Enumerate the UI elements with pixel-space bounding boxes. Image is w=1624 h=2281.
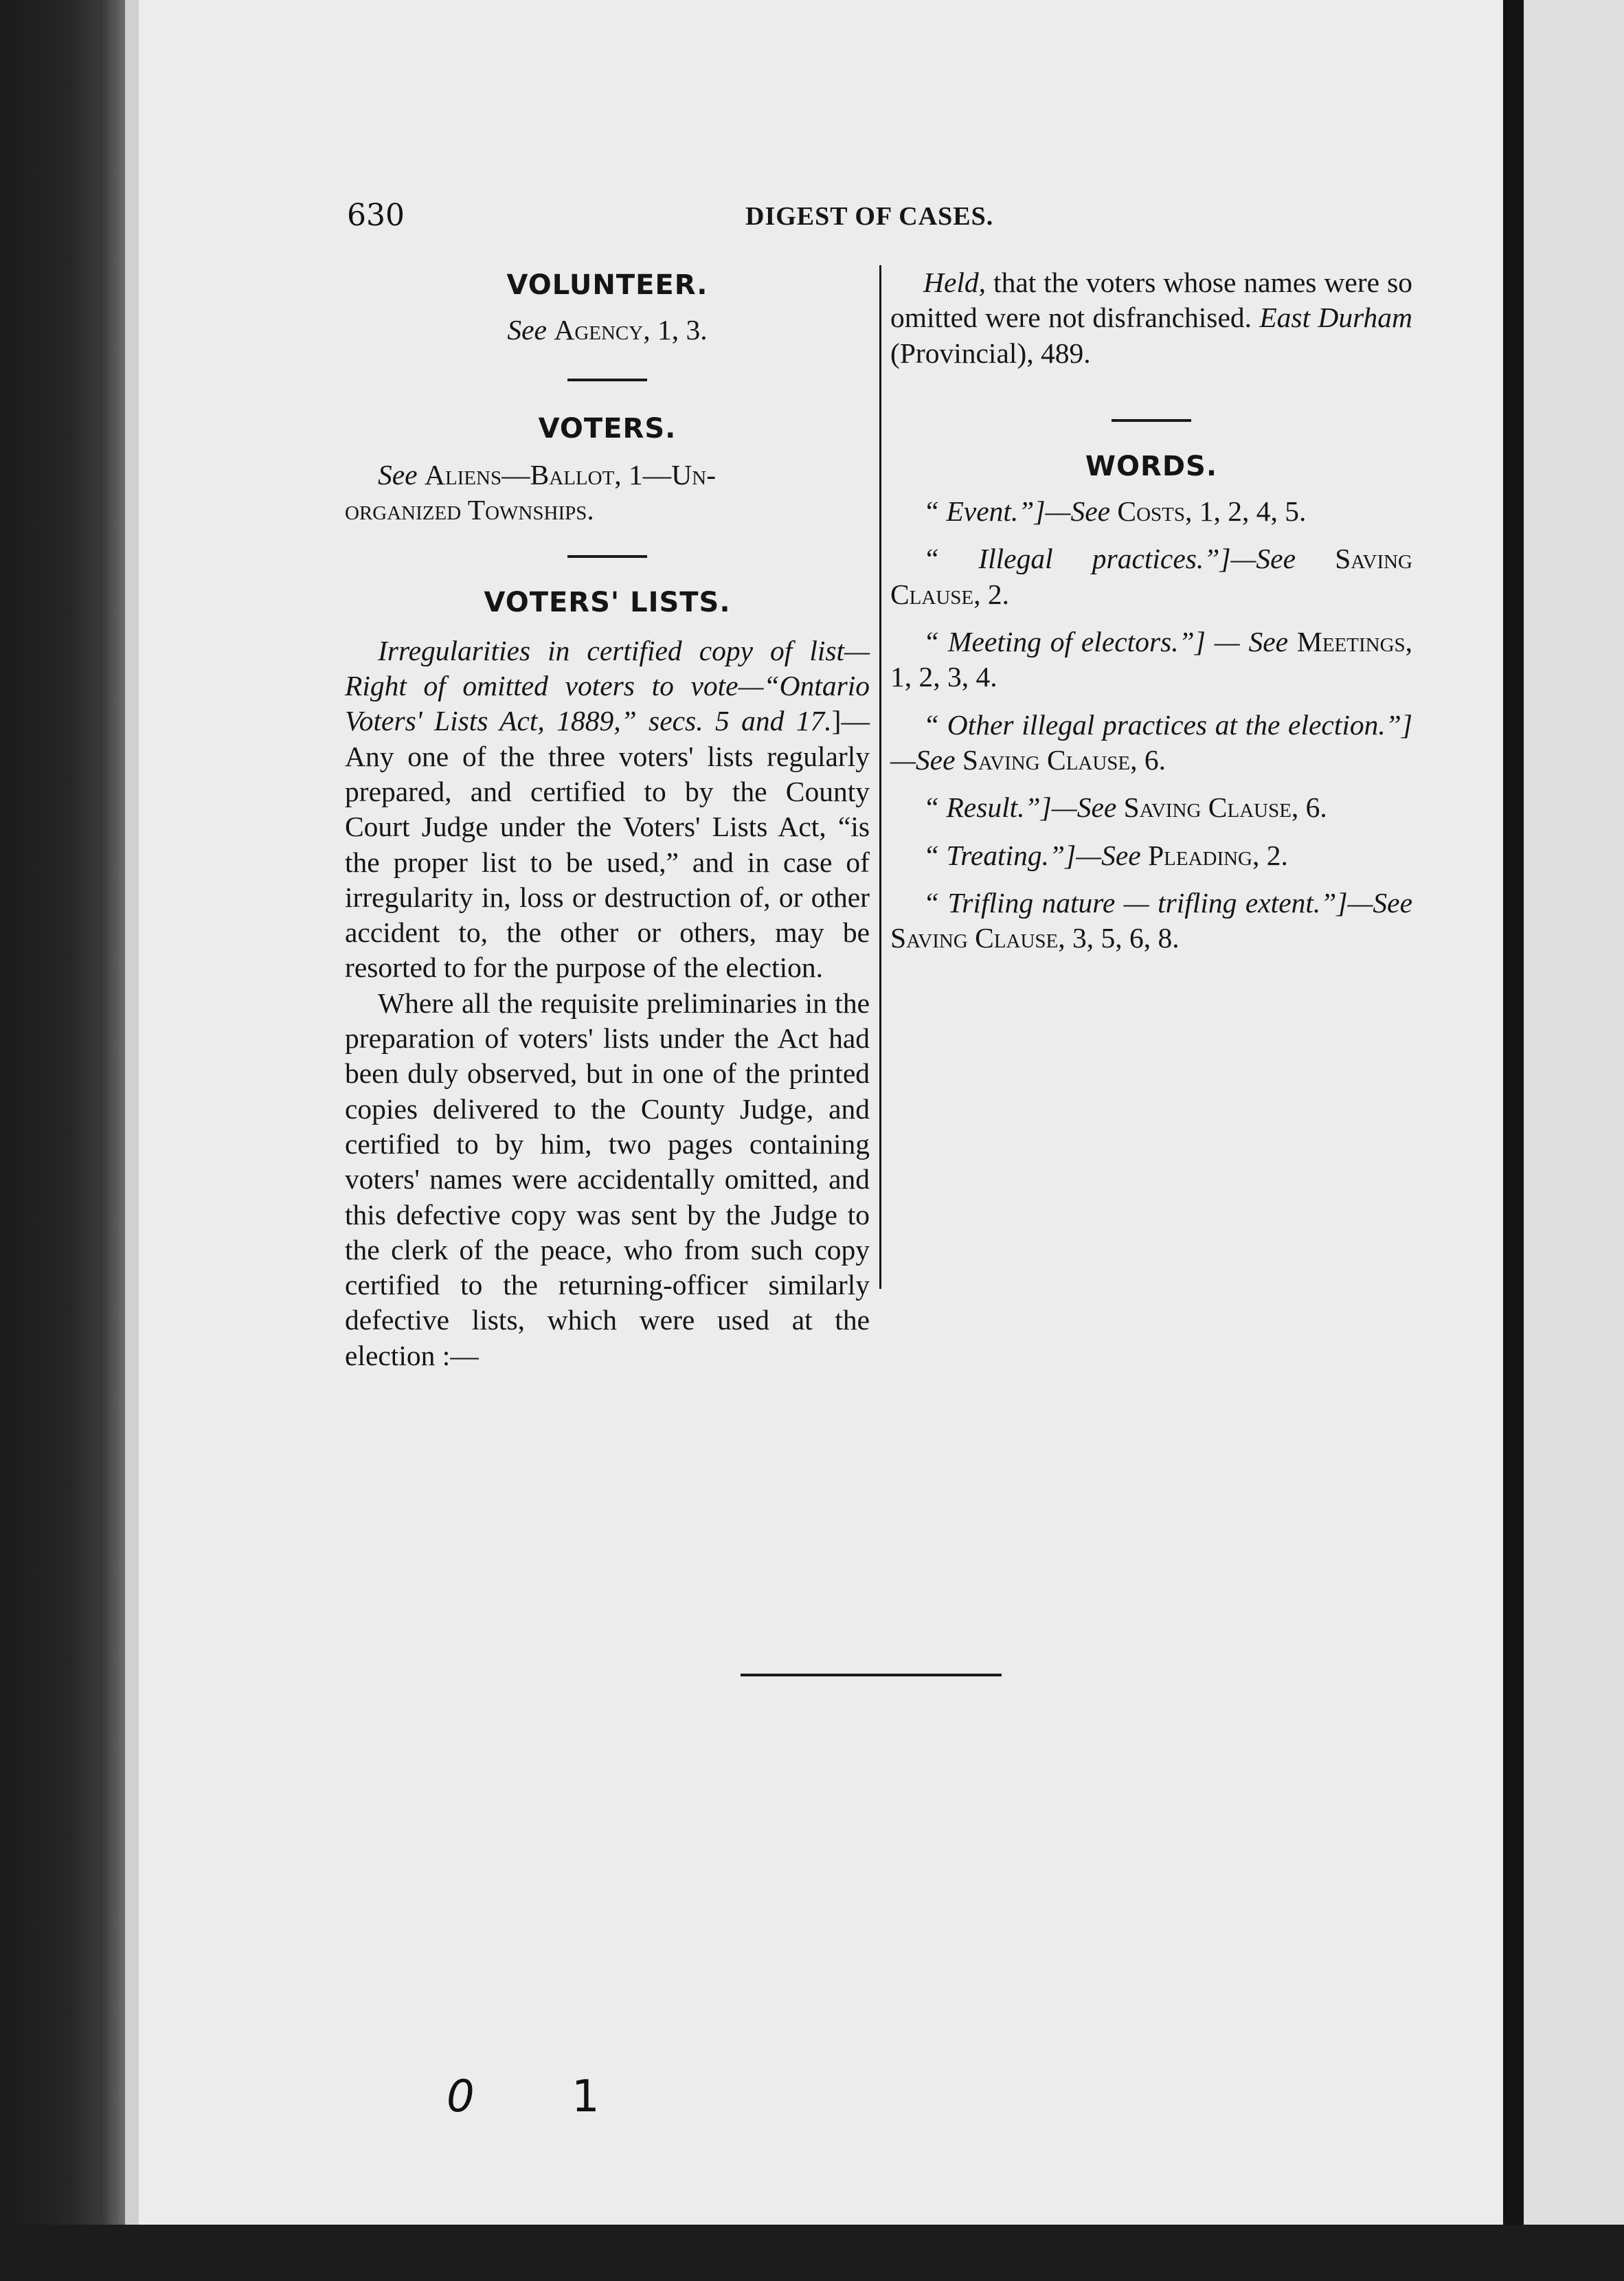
see-label: ]—See [1040,791,1117,824]
voters-lists-paragraph-2: Where all the requisite preliminaries in the preparation of voters' lists under the Act had been duly observed, but in one of the printed copies delivered to the County Judge, and certified to by him, two pages containing voters' names were accidentally omitted, and this defective copy was sent by the Judge to the clerk of the peace, who from such copy certified to the returning-officer similarly defective lists, which were used at the election :— [345,987,870,1371]
left-column [345,268,870,1373]
word-term: “ Event.” [923,495,1035,528]
end-of-section-rule [741,1674,1002,1676]
reference-line-1: Aliens—Ballot, 1—Un- [424,458,717,491]
see-reference-voters [345,458,870,528]
held-text: that the voters whose names were so omitted were not disfranchised. [890,267,1412,334]
list-item [890,838,1412,873]
section-rule [1112,419,1191,422]
word-reference: Saving Clause, 2. [890,543,1412,610]
reference-line-2: organized Townships. [345,494,594,526]
word-reference: Saving Clause, 6. [962,743,1166,776]
word-term: “ Trifling nature — trifling extent.” [923,886,1337,919]
handwritten-mark: 1 [572,2071,600,2122]
page-number: 630 [347,198,405,233]
headnote-italic: Irregularities in certified copy of list—Right of omitted voters to vote—“Ontario Voters' Lists Act, 1889,” secs. 5 and 17. [345,634,870,737]
adjacent-page-edge [1524,0,1624,2281]
word-term: “ Illegal practices.” [923,543,1220,575]
reference-agency: Agency, 1, 3. [554,314,708,346]
case-citation: (Provincial), 489. [890,337,1091,369]
heading-voters: VOTERS. [538,412,677,445]
word-term: “ Result.” [923,791,1041,824]
see-label: ]—See [1336,886,1412,919]
list-item [890,886,1412,956]
heading-words: WORDS. [1085,450,1218,482]
word-term: “ Meeting of electors.” [923,626,1195,658]
see-label: See [378,458,418,491]
heading-voters-lists: VOTERS' LISTS. [484,587,731,619]
scan-border-bottom [0,2225,1624,2281]
see-label: ]—See [1065,839,1141,871]
see-reference-volunteer [345,313,870,348]
word-term: “ Other illegal practices at the election.” [923,708,1401,741]
scan-border-left-edge [125,0,139,2281]
held-label: Held, [923,267,986,298]
see-label: ]—See [1219,543,1296,575]
held-paragraph [890,265,1412,371]
list-item [890,541,1412,612]
list-item [890,708,1412,778]
running-title: DIGEST OF CASES. [745,202,994,231]
handwritten-mark: 0 [447,2071,475,2122]
word-reference: Meetings, 1, 2, 3, 4. [890,626,1413,693]
word-reference: Costs, 1, 2, 4, 5. [1117,495,1307,528]
word-term: “ Treating.” [923,839,1065,871]
word-reference: Saving Clause, 3, 5, 6, 8. [890,922,1180,954]
see-label: ]—See [1034,495,1111,528]
list-item [890,494,1412,529]
see-label: See [507,314,547,346]
voters-lists-paragraph-1 [345,633,870,986]
right-column [890,268,1412,956]
see-label: ] — See [1194,626,1289,658]
case-name: East Durham [1259,302,1413,334]
running-head [347,198,1006,239]
scan-border-left [0,0,125,2281]
word-reference: Saving Clause, 6. [1123,791,1327,824]
see-label: ]—See [890,708,1412,776]
section-rule [567,379,647,381]
words-list [890,494,1412,956]
scan-gutter-right [1503,0,1524,2281]
headnote-body: ]—Any one of the three voters' lists regularly prepared, and certified to by the County Court Judge under the Voters' Lists Act, “is the proper list to be used,” and in case of irregularity in, loss or destruction of, or other accident to, the other or others, may be resorted to for the purpose of the election. [345,705,870,984]
section-rule [567,555,647,558]
list-item [890,625,1412,695]
heading-volunteer: VOLUNTEER. [506,269,708,301]
word-reference: Pleading, 2. [1148,839,1288,871]
column-divider [879,265,881,1289]
list-item [890,790,1412,825]
